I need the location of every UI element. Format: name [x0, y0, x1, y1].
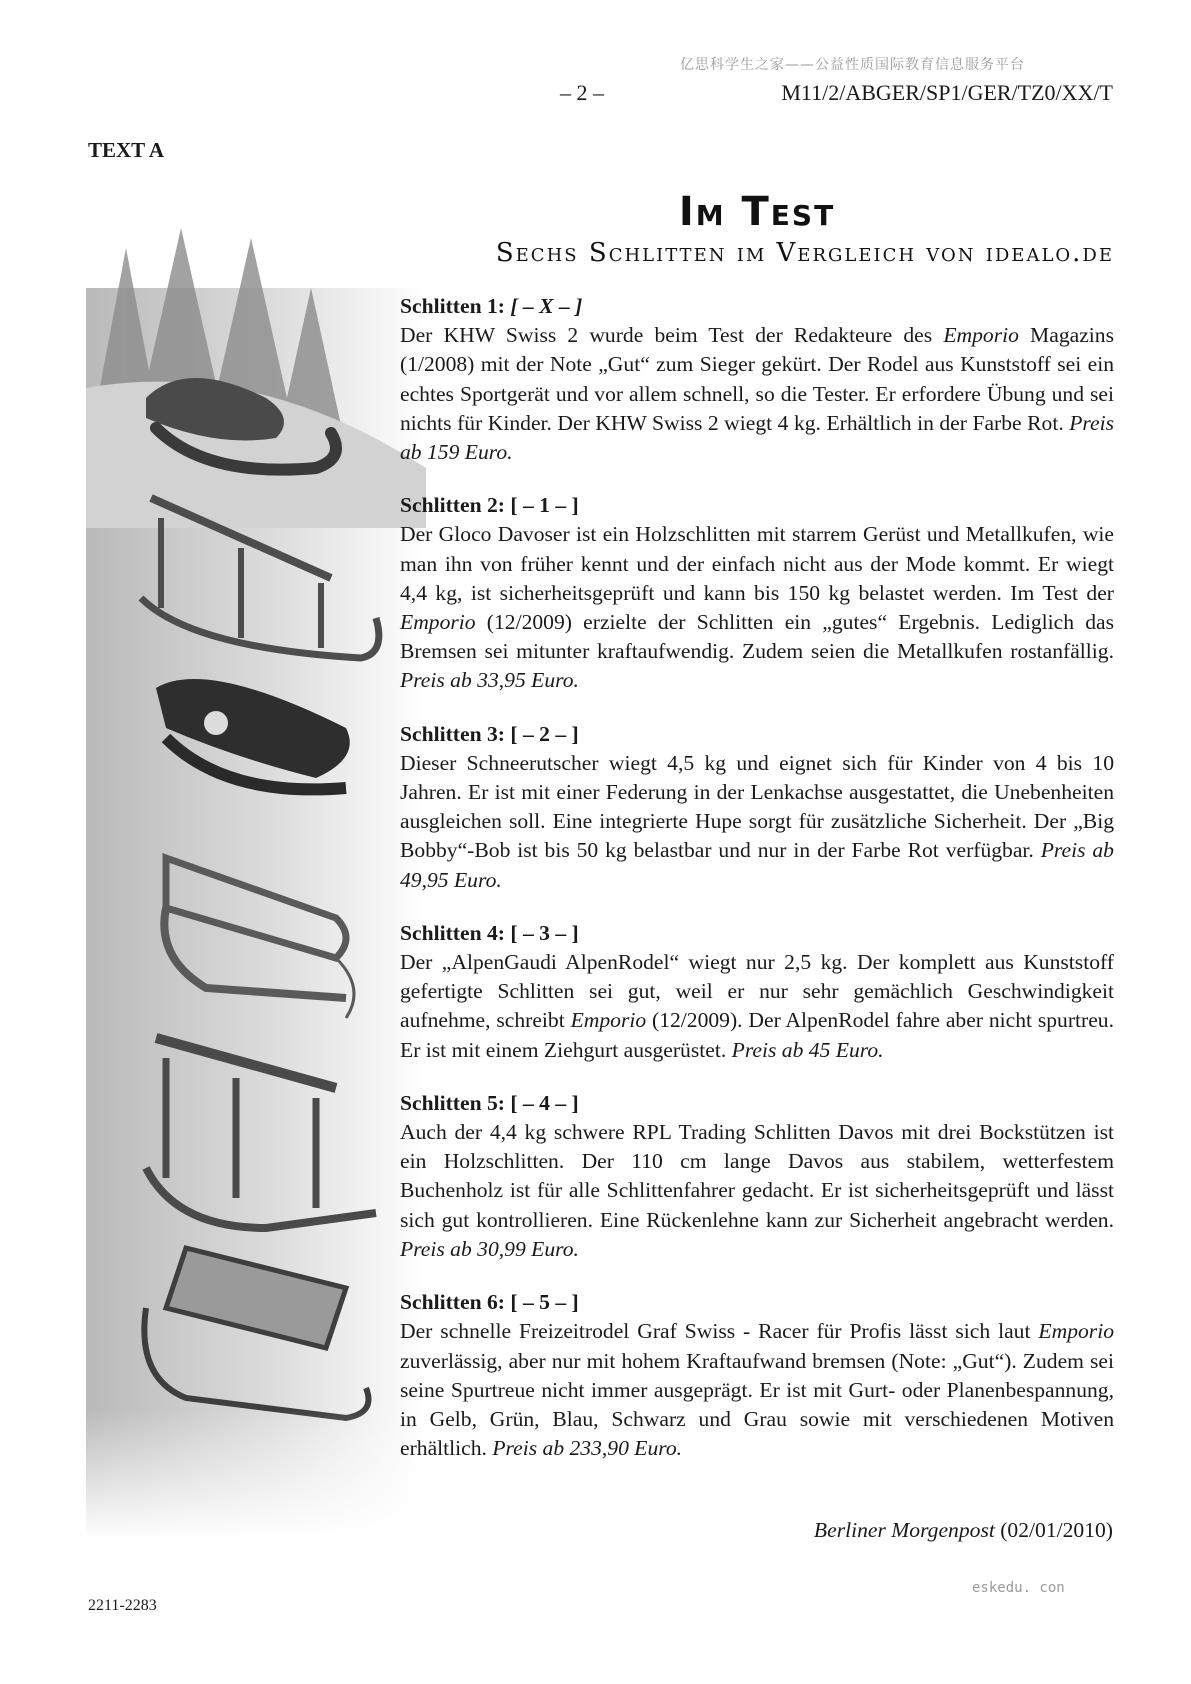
watermark-bottom: eskedu. con	[972, 1580, 1065, 1596]
entry-heading: Schlitten 4: [ – 3 – ]	[400, 920, 579, 945]
article-source: Berliner Morgenpost (02/01/2010)	[813, 1518, 1113, 1542]
entry-text: Der „AlpenGaudi AlpenRodel“ wiegt nur 2,5 kg. Der komplett aus Kunststoff gefertigte Schlitten sei gut, weil er nur sehr gemächlich Geschwindigkeit aufnehme, schreibt Emporio (12/2009). Der AlpenRodel fahre aber nicht spurtreu. Er ist mit einem Ziehgurt ausgerüstet. Preis ab 45 Euro.	[400, 950, 1114, 1062]
sled-illustration	[86, 228, 426, 1540]
sled-entry	[400, 491, 1114, 695]
entry-heading: Schlitten 2: [ – 1 – ]	[400, 493, 579, 518]
article-title: Im Test	[678, 189, 836, 235]
exam-code: M11/2/ABGER/SP1/GER/TZ0/XX/T	[781, 80, 1113, 105]
entry-heading: Schlitten 1: [ – X – ]	[400, 294, 583, 318]
article-subtitle: Sechs Schlitten im Vergleich von idealo.de	[495, 238, 1114, 268]
entry-heading: Schlitten 3: [ – 2 – ]	[400, 721, 579, 746]
sled-entry	[400, 1089, 1114, 1264]
sled-entry	[400, 1288, 1114, 1463]
article-body	[400, 292, 1114, 1487]
entry-text: Der schnelle Freizeitrodel Graf Swiss - Racer für Profis lässt sich laut Emporio zuverlässig, aber nur mit hohem Kraftaufwand bremsen (Note: „Gut“). Zudem sei seine Spurtreue nicht immer ausgeprägt. Er ist mit Gurt- oder Planenbespannung, in Gelb, Grün, Blau, Schwarz und Grau sowie mit verschiedenen Motiven erhältlich. Preis ab 233,90 Euro.	[400, 1319, 1114, 1461]
entry-text: Der KHW Swiss 2 wurde beim Test der Redakteure des Emporio Magazins (1/2008) mit der Note „Gut“ zum Sieger gekürt. Der Rodel aus Kunststoff sei ein echtes Sportgerät und vor allem schnell, so die Tester. Er erfordere Übung und sei nichts für Kinder. Der KHW Swiss 2 wiegt 4 kg. Erhältlich in der Farbe Rot. Preis ab 159 Euro.	[400, 323, 1114, 465]
sled-entry	[400, 720, 1114, 895]
page-number: – 2 –	[560, 80, 604, 105]
text-label: TEXT A	[88, 138, 165, 162]
entry-text: Der Gloco Davoser ist ein Holzschlitten mit starrem Gerüst und Metallkufen, wie man ihn von früher kennt und der einfach nicht aus der Mode kommt. Er wiegt 4,4 kg, ist sicherheitsgeprüft und kann bis 150 kg belastet werden. Im Test der Emporio (12/2009) erzielte der Schlitten ein „gutes“ Ergebnis. Lediglich das Bremsen sei mitunter kraftaufwendig. Zudem seien die Metallkufen rostanfällig. Preis ab 33,95 Euro.	[400, 522, 1114, 693]
watermark-top: 亿思科学生之家——公益性质国际教育信息服务平台	[680, 57, 1025, 73]
sled-entry	[400, 919, 1114, 1065]
sled-entry	[400, 292, 1114, 467]
entry-text: Auch der 4,4 kg schwere RPL Trading Schlitten Davos mit drei Bockstützen ist ein Holzschlitten. Der 110 cm lange Davos aus stabilem, wetterfestem Buchenholz ist für alle Schlittenfahrer gedacht. Er ist sicherheitsgeprüft und lässt sich gut kontrollieren. Eine Rückenlehne kann zur Sicherheit angebracht werden. Preis ab 30,99 Euro.	[400, 1120, 1114, 1261]
article-header	[400, 190, 1114, 268]
entry-heading: Schlitten 5: [ – 4 – ]	[400, 1090, 579, 1115]
footer-code: 2211-2283	[88, 1597, 157, 1614]
entry-text: Dieser Schneerutscher wiegt 4,5 kg und eignet sich für Kinder von 4 bis 10 Jahren. Er ist mit einer Federung in der Lenkachse ausgestattet, die Unebenheiten ausgleichen soll. Eine integrierte Hupe sorgt für zusätzliche Sicherheit. Der „Big Bobby“-Bob ist bis 50 kg belastbar und nur in der Farbe Rot verfügbar. Preis ab 49,95 Euro.	[400, 750, 1114, 892]
entry-heading: Schlitten 6: [ – 5 – ]	[400, 1290, 579, 1315]
